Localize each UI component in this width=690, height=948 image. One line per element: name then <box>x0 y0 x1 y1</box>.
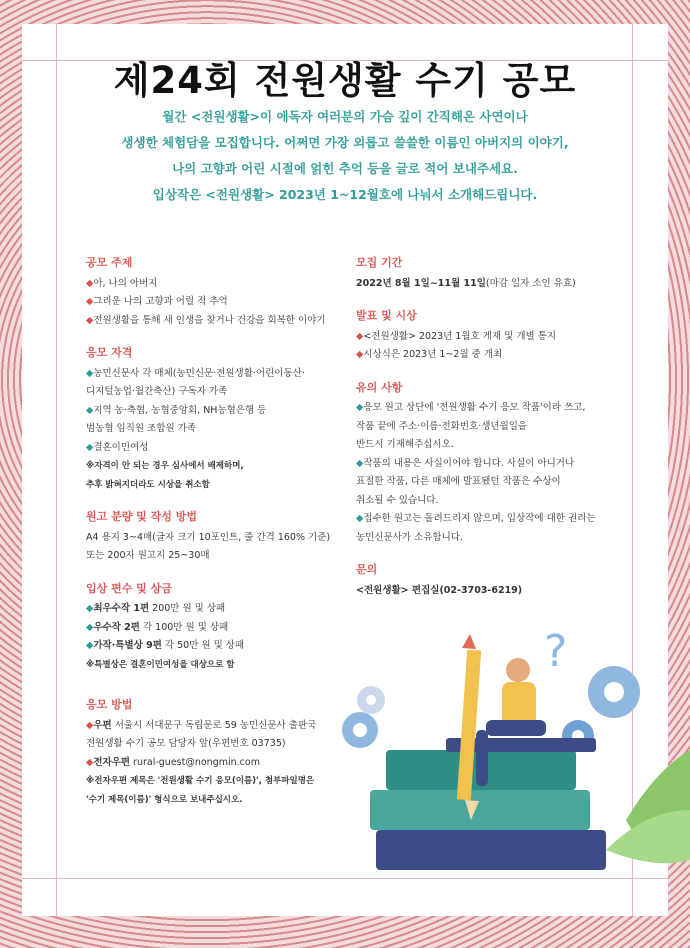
contact-text: <전원생활> 편집실(02-3703-6219) <box>356 584 523 596</box>
section-heading-how: 응모 방법 <box>86 698 133 711</box>
list-item: ◆전원생활을 통해 새 인생을 찾거나 건강을 회복한 이야기 <box>86 314 326 326</box>
list-item: ◆우수작 2편 각 100만 원 및 상패 <box>86 621 229 633</box>
list-item: ◆작품의 내용은 사실이어야 합니다. 사실이 아니거나 <box>356 457 575 469</box>
section-heading-length: 원고 분량 및 작성 방법 <box>86 510 197 523</box>
list-item-cont: 작품 끝에 주소·이름·전화번호·생년월일을 <box>356 420 528 432</box>
intro-text <box>60 104 630 208</box>
list-item-cont: 전원생활 수기 공모 담당자 앞(우편번호 03735) <box>86 738 286 749</box>
intro-line: 나의 고향과 어린 시절에 얽힌 추억 등을 글로 적어 보내주세요. <box>172 161 518 176</box>
note: ※자격이 안 되는 경우 심사에서 배제하며, <box>86 461 244 471</box>
guide-line-left <box>56 24 57 916</box>
book-icon <box>376 830 606 870</box>
list-item-cont: 범농협 임직원 조합원 가족 <box>86 423 197 434</box>
list-item-cont: 취소될 수 있습니다. <box>356 494 439 506</box>
gear-icon <box>357 686 385 714</box>
list-item-cont: 표절한 작품, 다른 매체에 발표됐던 작품은 수상이 <box>356 476 561 487</box>
illustration <box>326 620 690 880</box>
page-title: 제24회 전원생활 수기 공모 <box>113 59 577 102</box>
section-heading-period: 모집 기간 <box>356 256 403 269</box>
section-heading-qualification: 응모 자격 <box>86 346 133 359</box>
section-heading-theme: 공모 주제 <box>86 256 133 269</box>
intro-line: 생생한 체험담을 모집합니다. 어쩌면 가장 외롭고 쓸쓸한 이름인 아버지의 이야기, <box>121 135 569 150</box>
text-line: 2022년 8월 1일~11월 11일(마감 일자 소인 유효) <box>356 277 576 289</box>
note: ※전자우편 제목은 '전원생활 수기 응모(이름)', 첨부파일명은 <box>86 776 315 786</box>
note: ※특별상은 결혼이민여성을 대상으로 함 <box>86 659 235 670</box>
section-heading-notice: 유의 사항 <box>356 380 403 394</box>
list-item: ◆우편 서울시 서대문구 독립문로 59 농민신문사 출판국 <box>86 719 317 731</box>
intro-line: 월간 <전원생활>이 애독자 여러분의 가슴 깊이 간직해온 사연이나 <box>162 109 528 124</box>
list-item: ◆<전원생활> 2023년 1월호 게재 및 개별 통지 <box>356 330 557 342</box>
list-item-cont: 농민신문사가 소유합니다. <box>356 531 463 543</box>
list-item-cont: 디지털농업·월간축산) 구독자 가족 <box>86 386 228 397</box>
list-item: ◆아, 나의 아버지 <box>86 277 158 289</box>
section-heading-prize: 입상 편수 및 상금 <box>86 581 172 595</box>
right-column <box>356 254 606 600</box>
list-item-cont: 반드시 기재해주십시오. <box>356 439 454 450</box>
gear-icon <box>342 712 378 748</box>
list-item: ◆최우수작 1편 200만 원 및 상패 <box>86 603 226 614</box>
list-item: ◆그리운 나의 고향과 어릴 적 추억 <box>86 296 228 307</box>
list-item: ◆지역 농·축협, 농협중앙회, NH농협은행 등 <box>86 404 267 416</box>
question-mark-icon: ? <box>544 626 568 677</box>
gear-icon <box>588 666 640 718</box>
list-item: ◆접수한 원고는 돌려드리지 않으며, 입상작에 대한 권리는 <box>356 513 596 524</box>
intro-line: 입상작은 <전원생활> 2023년 1~12월호에 나눠서 소개해드립니다. <box>152 187 538 202</box>
list-item: ◆응모 원고 상단에 '전원생활 수기 응모 작품'이라 쓰고, <box>356 402 586 413</box>
list-item: ◆전자우편 rural-guest@nongmin.com <box>86 756 260 768</box>
list-item: ◆농민신문사 각 매체(농민신문·전원생활·어린이동산· <box>86 367 305 379</box>
text-line: A4 용지 3~4매(글자 크기 10포인트, 줄 간격 160% 기준) <box>86 531 331 543</box>
section-heading-announce: 발표 및 시상 <box>356 309 417 322</box>
section-heading-contact: 문의 <box>356 563 378 576</box>
text-line: 또는 200자 원고지 25~30매 <box>86 550 210 561</box>
note: '수기 제목(이름)' 형식으로 보내주십시오. <box>86 794 243 805</box>
list-item: ◆가작·특별상 9편 각 50만 원 및 상패 <box>86 640 245 651</box>
list-item: ◆시상식은 2023년 1~2월 중 개최 <box>356 349 503 360</box>
note: 추후 밝혀지더라도 시상을 취소함 <box>86 479 210 490</box>
list-item: ◆결혼이민여성 <box>86 441 149 453</box>
book-icon <box>370 790 590 830</box>
left-column <box>86 254 336 809</box>
